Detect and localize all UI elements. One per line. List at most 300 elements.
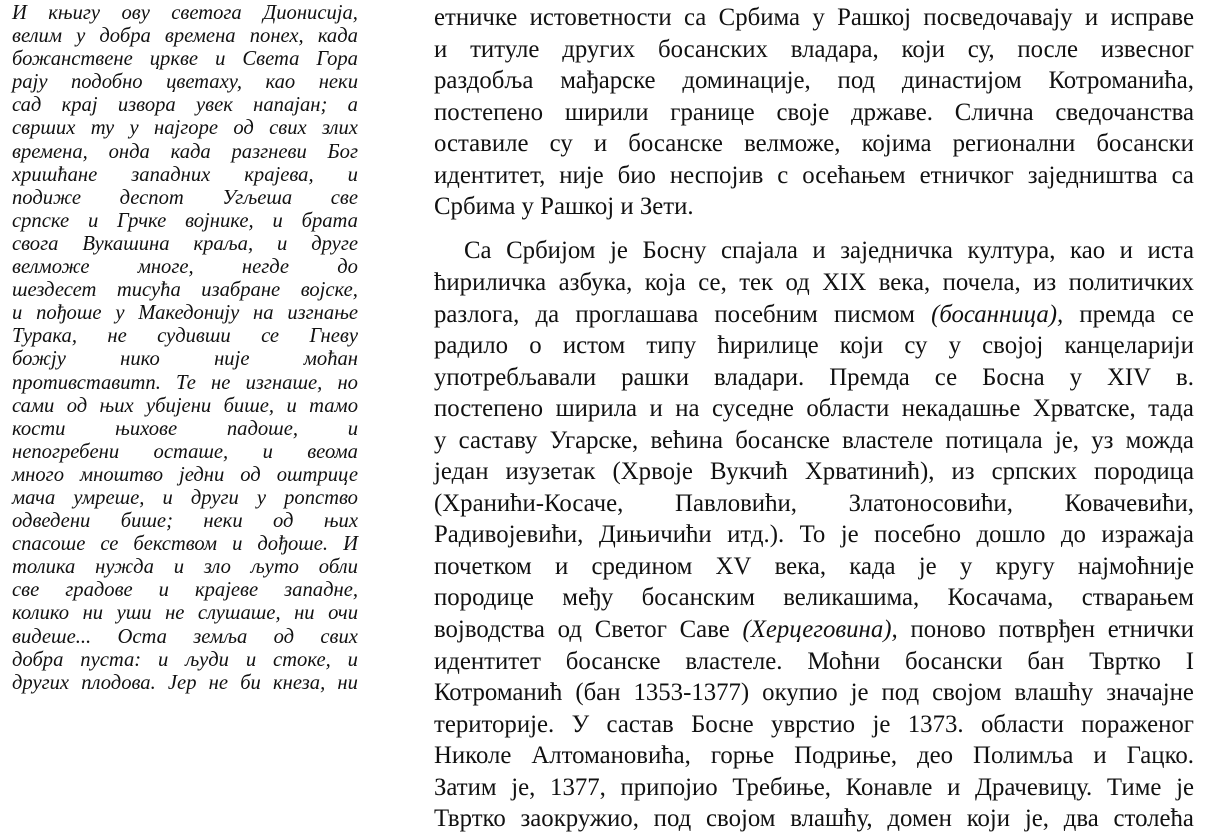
text-line xyxy=(12,279,358,302)
word: и xyxy=(347,163,358,186)
word: стоке, xyxy=(273,648,331,671)
word: судивши xyxy=(157,325,231,348)
word: дошло xyxy=(976,521,1046,549)
word: влашћу, xyxy=(790,805,873,833)
word: етничке xyxy=(434,4,518,31)
word: Премда xyxy=(829,363,910,391)
word: и xyxy=(593,130,608,158)
word: исправе xyxy=(1110,4,1194,31)
word: ширили xyxy=(564,98,649,126)
word: кнеза, xyxy=(273,671,326,694)
word: истоветности xyxy=(529,4,672,31)
word: суседне xyxy=(711,395,794,423)
word: заједничка xyxy=(840,237,953,265)
word: властеле xyxy=(842,426,934,454)
word: босанским xyxy=(641,584,755,612)
text-line xyxy=(12,187,358,210)
word: територије. xyxy=(434,710,555,738)
word: међу xyxy=(562,584,614,612)
word: идентитет, xyxy=(434,161,546,189)
word: и xyxy=(286,394,297,417)
word: свих xyxy=(320,625,358,648)
word: Моћни xyxy=(807,647,881,675)
word: се xyxy=(1171,300,1194,328)
word: је, xyxy=(1024,805,1049,833)
word: слушаше, xyxy=(197,602,281,625)
word: осећањем xyxy=(802,161,906,189)
text-line xyxy=(12,626,358,649)
word: да xyxy=(535,300,560,328)
paragraph-1 xyxy=(434,2,1194,223)
word: са xyxy=(683,4,707,31)
word: спасоше xyxy=(12,533,86,556)
word: своје xyxy=(776,98,830,126)
word: друге xyxy=(311,232,358,255)
word: свога xyxy=(12,232,59,255)
word: светога xyxy=(171,2,242,24)
word: хришћане xyxy=(12,163,98,186)
word: људи xyxy=(185,648,229,671)
word: непогребени xyxy=(12,440,120,463)
word: у xyxy=(1069,363,1083,391)
text-line xyxy=(434,34,1194,66)
word: и xyxy=(812,237,826,265)
word: и xyxy=(347,648,358,671)
text-line xyxy=(12,372,358,395)
word: најмоћније xyxy=(1077,552,1194,580)
word: обли xyxy=(318,556,358,579)
word: Турака, xyxy=(12,325,77,348)
word: Света xyxy=(242,48,300,71)
word: Оста xyxy=(117,625,167,648)
word: под xyxy=(653,805,692,833)
word: не xyxy=(107,325,127,348)
word: домен xyxy=(887,805,952,833)
word: својом xyxy=(932,679,1002,707)
word: (Херцеговина), xyxy=(742,615,898,643)
word: онда xyxy=(108,140,150,163)
word: сами xyxy=(12,394,55,417)
text-line xyxy=(12,649,358,672)
word: пођоше xyxy=(36,302,102,325)
word: велможе xyxy=(12,256,90,279)
word: поново xyxy=(910,615,986,643)
word: границе xyxy=(670,98,755,126)
word: државе. xyxy=(851,98,933,126)
word: и xyxy=(554,552,569,580)
word: почела, xyxy=(942,268,1021,296)
word: колико xyxy=(12,602,70,625)
word: Вукчић xyxy=(709,458,788,486)
text-line xyxy=(434,803,1194,835)
word: мноштво xyxy=(79,463,164,486)
word: постепено xyxy=(434,98,544,126)
word: убијени xyxy=(146,394,212,417)
word: био xyxy=(617,161,656,189)
word: је, xyxy=(511,773,536,801)
word: и xyxy=(649,395,663,423)
word: потврђен xyxy=(998,615,1095,643)
text-line xyxy=(434,128,1194,160)
word: XV xyxy=(715,552,752,580)
word: пораженог xyxy=(1081,710,1194,738)
word: љуто xyxy=(250,556,299,579)
word: Ковачевићи, xyxy=(1064,489,1194,517)
word: области xyxy=(806,395,890,423)
word: писмом xyxy=(834,300,915,328)
word: Рашкој xyxy=(837,4,912,31)
word: у xyxy=(948,332,961,360)
word: заједништва xyxy=(1027,161,1158,189)
word: много xyxy=(12,463,64,486)
text-line xyxy=(434,393,1194,425)
word: и xyxy=(162,486,173,509)
text-line xyxy=(12,210,358,233)
word: се xyxy=(100,533,119,556)
word: и xyxy=(1093,742,1107,770)
word: ропство xyxy=(284,486,358,509)
word: Хрватинић), xyxy=(804,458,935,486)
word: који xyxy=(901,35,945,63)
word: не xyxy=(208,671,229,694)
word: посебно xyxy=(874,521,962,549)
word: канцеларији xyxy=(1064,332,1194,360)
word: Затим xyxy=(434,773,497,801)
word: и xyxy=(215,48,226,71)
word: Светог xyxy=(594,615,667,643)
word: Рашкој xyxy=(533,193,615,221)
word: у xyxy=(959,552,973,580)
text-line xyxy=(12,348,358,371)
word: спајала xyxy=(721,237,798,265)
word: ширила xyxy=(555,395,637,423)
word: очи xyxy=(328,602,358,625)
word: свих xyxy=(269,117,307,140)
word: раздобља xyxy=(434,67,534,95)
word: у xyxy=(76,25,86,48)
word: падоше, xyxy=(226,417,298,440)
word: бише, xyxy=(223,394,275,417)
text-line xyxy=(434,551,1194,583)
word: уз xyxy=(1091,426,1114,454)
text-line xyxy=(434,488,1194,520)
word: Гацко. xyxy=(1126,742,1194,770)
text-line xyxy=(12,418,358,441)
word: већина xyxy=(650,426,723,454)
word: бекством xyxy=(133,533,218,556)
word: изгнаше, xyxy=(245,371,323,394)
text-line xyxy=(12,302,358,325)
word: и xyxy=(1119,237,1133,265)
word: противставитп. xyxy=(12,371,161,394)
word: тисућа xyxy=(116,279,181,302)
word: горње xyxy=(710,742,775,770)
text-line xyxy=(434,519,1194,551)
word: И xyxy=(343,533,358,556)
word: од xyxy=(273,510,294,533)
word: до xyxy=(1060,521,1086,549)
word: од xyxy=(233,117,254,140)
word: и xyxy=(87,209,99,232)
paragraph-2 xyxy=(434,235,1194,834)
word: Николе xyxy=(434,742,512,770)
word: у xyxy=(129,117,139,140)
word: типу xyxy=(646,332,697,360)
word: њих xyxy=(99,394,134,417)
word: ту xyxy=(90,117,115,140)
word: тада xyxy=(1148,395,1194,423)
word: в. xyxy=(1176,363,1194,391)
word: Босна xyxy=(982,363,1045,391)
word: и xyxy=(272,209,283,232)
word: етнички xyxy=(1107,615,1194,643)
word: западних xyxy=(131,163,211,186)
text-line xyxy=(12,25,358,48)
word: сврших xyxy=(12,117,76,140)
word: добра xyxy=(12,648,64,671)
word: земља xyxy=(193,625,248,648)
word: сад xyxy=(12,94,42,117)
word: Македонију xyxy=(138,302,240,325)
word: књигу xyxy=(48,2,101,24)
word: крајева, xyxy=(244,163,314,186)
word: оштрице xyxy=(276,463,358,486)
word: и xyxy=(347,417,358,440)
word: је xyxy=(840,521,859,549)
word: изузетак xyxy=(505,458,596,486)
word: саставу xyxy=(458,426,538,454)
word: мађарске xyxy=(560,67,656,95)
word: столећа xyxy=(1113,805,1194,833)
text-line xyxy=(434,677,1194,709)
sidebar-quote-lines xyxy=(12,2,358,695)
word: понех, xyxy=(249,25,304,48)
word: Зети. xyxy=(633,193,694,221)
text-line xyxy=(434,425,1194,457)
word: разгневи xyxy=(231,140,307,163)
word: и xyxy=(158,648,169,671)
word: се, xyxy=(698,268,727,296)
word: и xyxy=(614,193,634,221)
word: Златоносовићи, xyxy=(848,489,1013,517)
word: влашћу xyxy=(1014,679,1094,707)
word: којима xyxy=(861,130,932,158)
word: I xyxy=(1185,647,1194,675)
word: и xyxy=(158,579,169,602)
text-line xyxy=(12,256,358,279)
word: бише; xyxy=(120,510,173,533)
word: Саве xyxy=(679,615,730,643)
word: 1377, xyxy=(550,773,606,801)
word: видеше... xyxy=(12,625,92,648)
word: и xyxy=(12,302,23,325)
word: када xyxy=(849,552,896,580)
word: Котроманића, xyxy=(1048,67,1194,95)
word: култура, xyxy=(967,237,1056,265)
text-line xyxy=(434,772,1194,804)
word: негде xyxy=(241,256,290,279)
text-line xyxy=(434,330,1194,362)
word: злих xyxy=(321,117,358,140)
word: доминације, xyxy=(682,67,811,95)
word: XIX xyxy=(822,268,867,296)
word: посебним xyxy=(714,300,818,328)
word: један xyxy=(434,458,489,486)
word: није xyxy=(559,161,604,189)
word: ћириличка xyxy=(434,268,547,296)
text-line xyxy=(434,582,1194,614)
text-line xyxy=(12,464,358,487)
word: и xyxy=(947,773,961,801)
word: војводства xyxy=(434,615,545,643)
text-line xyxy=(434,709,1194,741)
word: изабране xyxy=(201,279,281,302)
word: Дионисија, xyxy=(263,2,358,24)
word: српских xyxy=(991,458,1077,486)
word: у xyxy=(812,4,825,31)
word: брата xyxy=(301,209,358,232)
word: других xyxy=(12,671,70,694)
word: као xyxy=(265,71,296,94)
word: уши xyxy=(116,602,152,625)
text-line xyxy=(12,141,358,164)
word: Радивојевићи, xyxy=(434,521,584,549)
text-line xyxy=(434,191,1194,223)
word: значајне xyxy=(1106,679,1194,707)
word: се xyxy=(934,363,958,391)
word: и xyxy=(277,232,288,255)
word: (Хранићи-Косаче, xyxy=(434,489,624,517)
text-line xyxy=(12,533,358,556)
word: времена xyxy=(164,25,236,48)
word: је xyxy=(610,237,628,265)
word: тек xyxy=(739,268,774,296)
word: моћан xyxy=(303,348,358,371)
word: су xyxy=(549,130,573,158)
word: идентитет xyxy=(434,647,541,675)
text-line xyxy=(434,299,1194,331)
word: Србима xyxy=(718,4,801,31)
word: Србима xyxy=(434,193,516,221)
word: напајан; xyxy=(253,94,328,117)
word: када xyxy=(317,25,358,48)
text-line xyxy=(434,614,1194,646)
text-line xyxy=(434,362,1194,394)
word: етничког xyxy=(919,161,1014,189)
word: То xyxy=(799,521,826,549)
word: ћирилице xyxy=(717,332,819,360)
word: Твртко xyxy=(434,805,506,833)
word: но xyxy=(337,371,358,394)
paragraph-gap xyxy=(434,223,1194,236)
word: а xyxy=(347,94,358,117)
text-line xyxy=(12,117,358,140)
text-line xyxy=(434,267,1194,299)
word: није xyxy=(214,348,250,371)
text-line xyxy=(12,579,358,602)
word: Подриње, xyxy=(794,742,898,770)
word: у xyxy=(115,302,125,325)
word: босански xyxy=(1096,130,1194,158)
text-line xyxy=(12,71,358,94)
word: потицала xyxy=(945,426,1043,454)
main-text xyxy=(434,2,1194,833)
text-line xyxy=(12,395,358,418)
word: Дињичићи xyxy=(598,521,712,549)
word: породица xyxy=(1094,458,1194,486)
word: Тиме xyxy=(1106,773,1162,801)
text-line xyxy=(434,160,1194,192)
word: 1373. xyxy=(907,710,964,738)
word: увек xyxy=(196,94,233,117)
word: се xyxy=(261,325,280,348)
word: од xyxy=(785,268,810,296)
word: Босну xyxy=(642,237,707,265)
word: војске, xyxy=(300,279,358,302)
word: је xyxy=(918,552,937,580)
word: са xyxy=(1171,161,1194,189)
word: би xyxy=(240,671,261,694)
word: разлога, xyxy=(434,300,520,328)
word: толика xyxy=(12,556,76,579)
word: употребљавали xyxy=(434,363,597,391)
word: властеле. xyxy=(685,647,783,675)
word: цркве xyxy=(149,48,199,71)
word: проглашава xyxy=(575,300,699,328)
word: Угарске, xyxy=(549,426,639,454)
word: велим xyxy=(12,25,62,48)
word: подобно xyxy=(70,71,143,94)
word: градове xyxy=(65,579,133,602)
word: владари. xyxy=(713,363,805,391)
word: рашки xyxy=(621,363,689,391)
word: политичких xyxy=(1068,268,1194,296)
word: не xyxy=(165,602,185,625)
text-line xyxy=(12,164,358,187)
word: извесног xyxy=(1100,35,1194,63)
word: од xyxy=(240,463,261,486)
word: сведочанства xyxy=(1055,98,1194,126)
text-line xyxy=(12,94,358,117)
word: Те xyxy=(176,371,196,394)
word: Слична xyxy=(954,98,1034,126)
text-line xyxy=(434,65,1194,97)
word: добра xyxy=(99,25,151,48)
word: осташе, xyxy=(153,440,229,463)
word: века, xyxy=(878,268,931,296)
text-line xyxy=(12,325,358,348)
word: (босанница), xyxy=(931,300,1064,328)
word: најгоре xyxy=(154,117,219,140)
word: подиже xyxy=(12,186,82,209)
word: о xyxy=(529,332,542,360)
word: плодова. xyxy=(81,671,156,694)
word: велможе, xyxy=(744,130,841,158)
word: Гневу xyxy=(309,325,358,348)
word: бан xyxy=(1027,647,1065,675)
word: великашима, xyxy=(783,584,920,612)
word: Требиње, xyxy=(732,773,831,801)
word: који xyxy=(839,332,884,360)
word: (бан xyxy=(575,679,621,707)
word: једни xyxy=(179,463,225,486)
word: окупио xyxy=(762,679,838,707)
word: Грчке xyxy=(117,209,167,232)
text-line xyxy=(12,602,358,625)
word: деспот xyxy=(119,186,184,209)
word: босанских xyxy=(657,35,768,63)
word: Конавле xyxy=(845,773,933,801)
